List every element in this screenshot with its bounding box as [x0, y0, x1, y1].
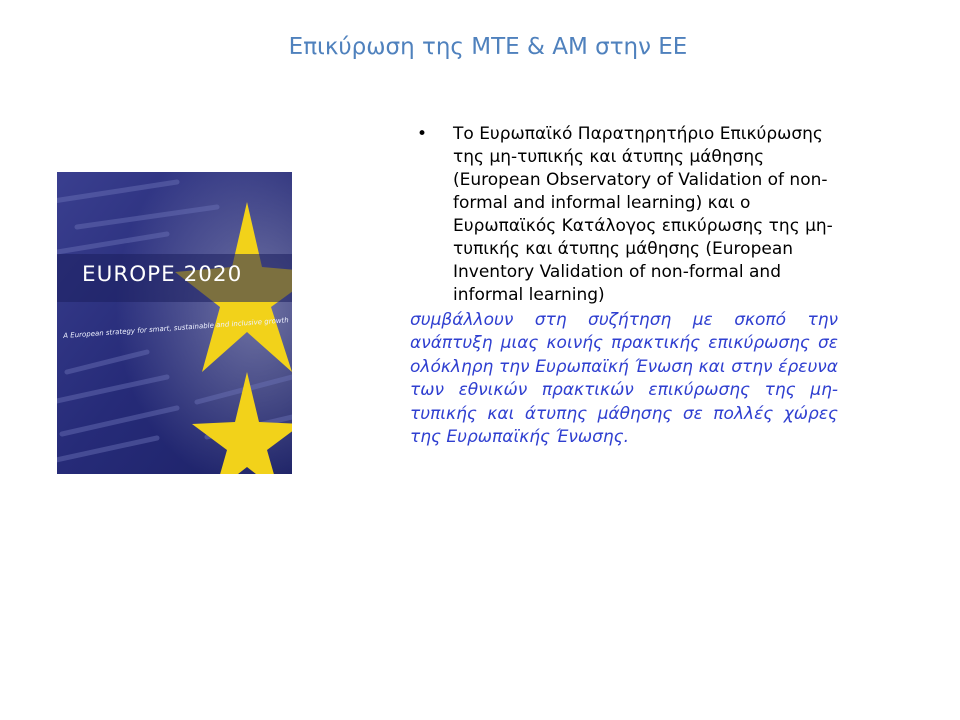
slide-title: Επικύρωση της ΜΤΕ & ΑΜ στην ΕΕ	[288, 34, 688, 60]
bullet-text: Το Ευρωπαϊκό Παρατηρητήριο Επικύρωσης της μη-τυπικής και άτυπης μάθησης (European Observatory of Validation of non-formal and informal learning) και ο Ευρωπαϊκός Κατάλογος επικύρωσης της μη-τυπικής και άτυπης μάθησης (European Inventory Validation of non-formal and informal learning)	[453, 124, 833, 305]
europe-2020-image	[57, 172, 292, 474]
bullet-item	[410, 123, 840, 307]
bullet-marker: •	[417, 124, 428, 144]
europe-2020-logo-text: EUROPE 2020	[82, 262, 243, 287]
europe-2020-tagline: A European strategy for smart, sustainable and inclusive growth	[63, 316, 289, 340]
slide-content	[410, 123, 840, 449]
emphasis-paragraph: συμβάλλουν στη συζήτηση με σκοπό την ανάπτυξη μιας κοινής πρακτικής επικύρωσης σε ολόκληρη την Ευρωπαϊκή Ένωση και στην έρευνα των εθνικών πρακτικών επικύρωσης της μη-τυπικής και άτυπης μάθησης σε πολλές χώρες της Ευρωπαϊκής Ένωσης.	[410, 310, 838, 448]
